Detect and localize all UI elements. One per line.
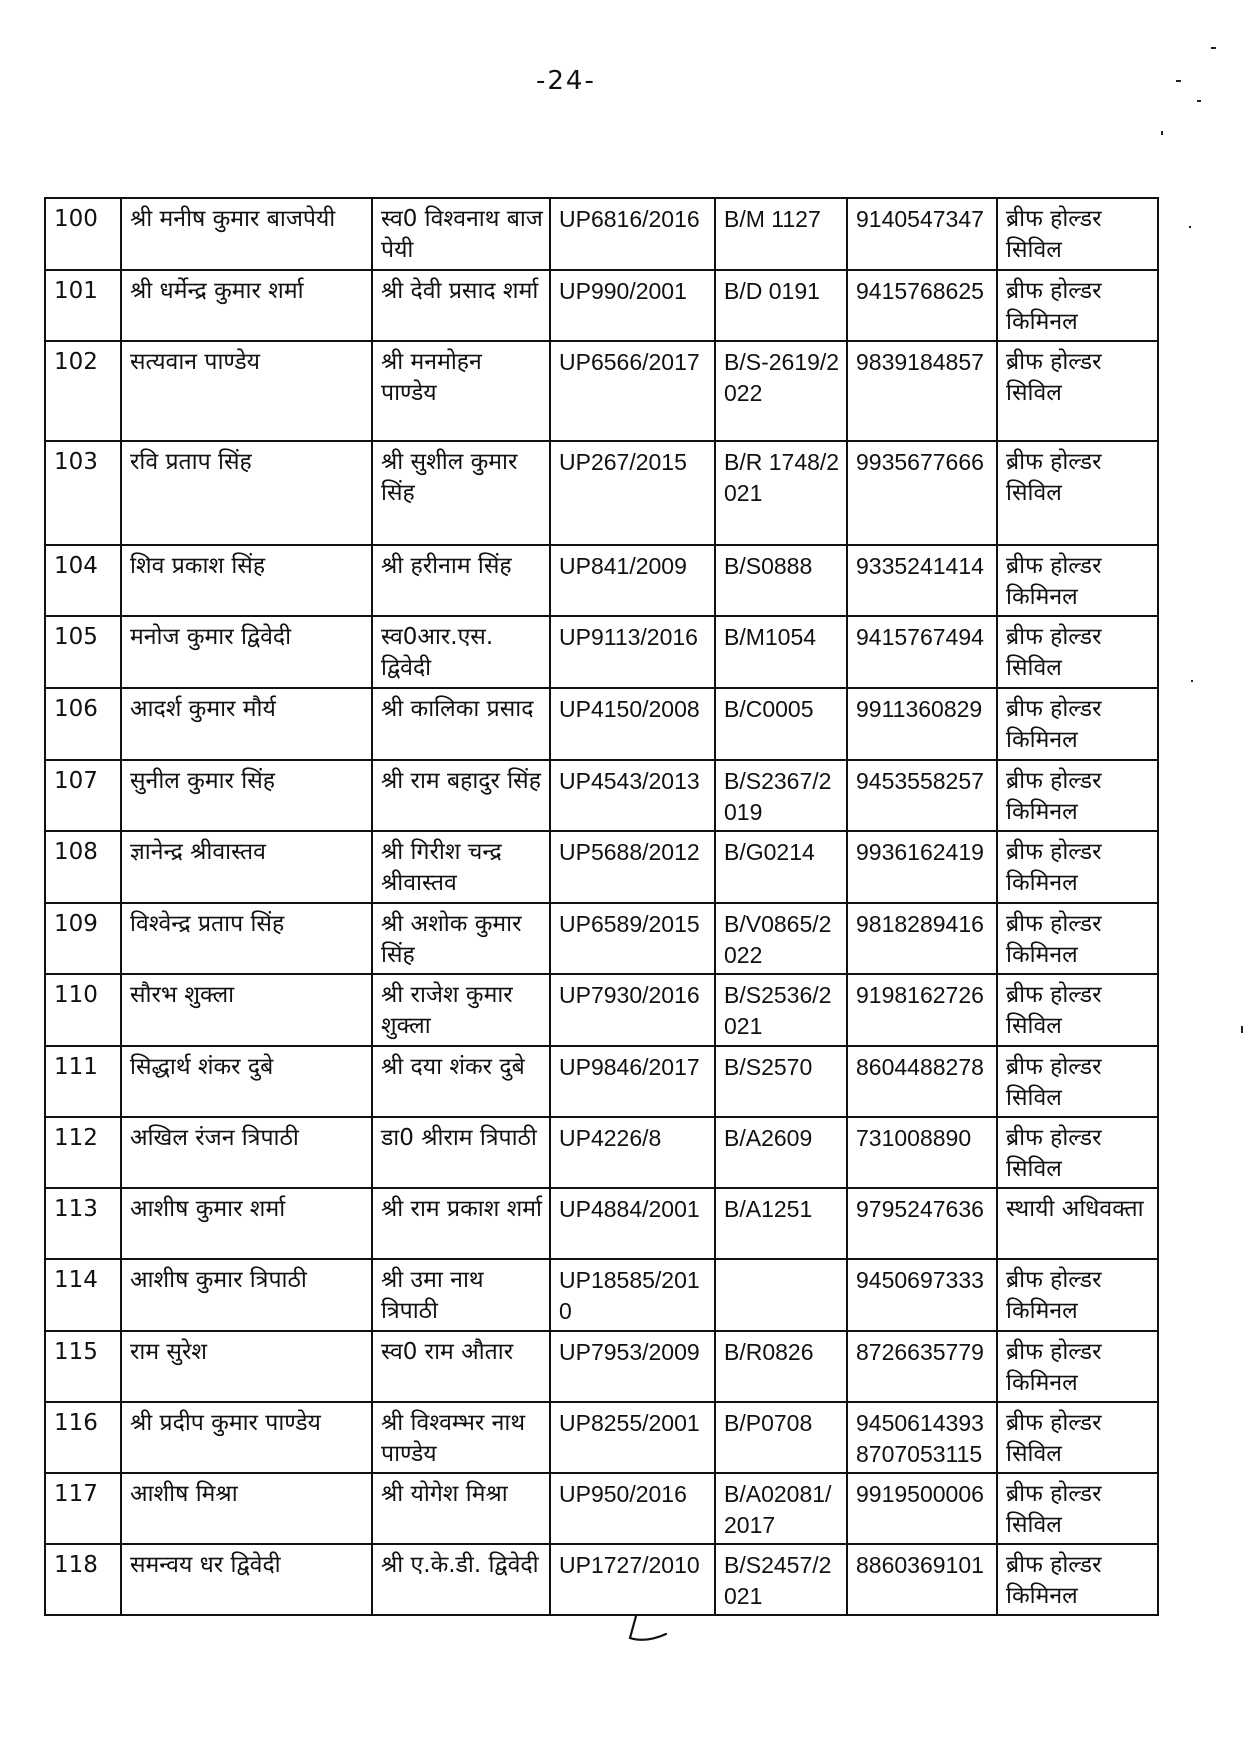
advocate-roster-table (44, 197, 1159, 1616)
father-name-cell: श्री राम बहादुर सिंह (372, 760, 550, 831)
table-row (45, 903, 1158, 974)
phone-number-cell (847, 974, 997, 1046)
table-row (45, 1188, 1158, 1259)
designation-cell: स्थायी अधिवक्ता (997, 1188, 1158, 1259)
enrollment-number-cell: UP6589/2015 (550, 903, 715, 974)
advocate-name-cell: रवि प्रताप सिंह (121, 441, 372, 545)
phone-number: 9935677666 (856, 449, 984, 475)
table-row (45, 1331, 1158, 1402)
registration-number-cell: B/A2609 (715, 1117, 847, 1188)
father-name-cell: श्री योगेश मिश्रा (372, 1473, 550, 1544)
father-name-cell: श्री उमा नाथ त्रिपाठी (372, 1259, 550, 1331)
advocate-name-cell: राम सुरेश (121, 1331, 372, 1402)
father-name-cell: श्री हरीनाम सिंह (372, 545, 550, 616)
designation-cell: ब्रीफ होल्डर किमिनल (997, 760, 1158, 831)
registration-number-cell: B/S2570 (715, 1046, 847, 1117)
phone-number: 8604488278 (856, 1054, 984, 1080)
serial-number-cell: 106 (45, 688, 121, 760)
phone-number: 9335241414 (856, 553, 984, 579)
father-name-cell: श्री विश्वम्भर नाथ पाण्डेय (372, 1402, 550, 1473)
phone-number-cell (847, 831, 997, 903)
serial-number-cell: 105 (45, 616, 121, 688)
father-name-cell: स्व0 राम औतार (372, 1331, 550, 1402)
serial-number-cell: 116 (45, 1402, 121, 1473)
advocate-name-cell: श्री धर्मेन्द्र कुमार शर्मा (121, 270, 372, 341)
phone-number: 9140547347 (856, 206, 984, 232)
enrollment-number-cell: UP7953/2009 (550, 1331, 715, 1402)
enrollment-number-cell: UP9113/2016 (550, 616, 715, 688)
registration-number-cell: B/M 1127 (715, 198, 847, 270)
enrollment-number-cell: UP990/2001 (550, 270, 715, 341)
phone-number-cell (847, 198, 997, 270)
serial-number-cell: 115 (45, 1331, 121, 1402)
advocate-name-cell: शिव प्रकाश सिंह (121, 545, 372, 616)
designation-cell: ब्रीफ होल्डर किमिनल (997, 270, 1158, 341)
phone-number: 8707053115 (856, 1441, 983, 1467)
table-row (45, 1402, 1158, 1473)
phone-number: 9453558257 (856, 768, 984, 794)
enrollment-number-cell: UP7930/2016 (550, 974, 715, 1046)
table-row (45, 1259, 1158, 1331)
table-row (45, 688, 1158, 760)
registration-number-cell: B/R 1748/2021 (715, 441, 847, 545)
registration-number-cell: B/S-2619/2022 (715, 341, 847, 441)
phone-number: 8860369101 (856, 1552, 984, 1578)
phone-number-cell (847, 441, 997, 545)
father-name-cell: श्री कालिका प्रसाद (372, 688, 550, 760)
advocate-name-cell: सिद्धार्थ शंकर दुबे (121, 1046, 372, 1117)
designation-cell: ब्रीफ होल्डर सिविल (997, 616, 1158, 688)
table-row (45, 198, 1158, 270)
enrollment-number-cell: UP18585/2010 (550, 1259, 715, 1331)
advocate-name-cell: आशीष मिश्रा (121, 1473, 372, 1544)
registration-number-cell: B/S2536/2021 (715, 974, 847, 1046)
advocate-name-cell: आदर्श कुमार मौर्य (121, 688, 372, 760)
enrollment-number-cell: UP841/2009 (550, 545, 715, 616)
serial-number-cell: 107 (45, 760, 121, 831)
phone-number: 9911360829 (856, 696, 983, 722)
registration-number-cell: B/S2367/2019 (715, 760, 847, 831)
serial-number-cell: 101 (45, 270, 121, 341)
enrollment-number-cell: UP4884/2001 (550, 1188, 715, 1259)
table-row (45, 270, 1158, 341)
phone-number-cell (847, 1046, 997, 1117)
phone-number-cell (847, 688, 997, 760)
registration-number-cell (715, 1259, 847, 1331)
scan-speck (1241, 1026, 1243, 1033)
table-row (45, 1473, 1158, 1544)
phone-number-cell (847, 1473, 997, 1544)
phone-number-cell (847, 1117, 997, 1188)
phone-number: 9415767494 (856, 624, 984, 650)
phone-number: 9415768625 (856, 278, 984, 304)
phone-number-cell (847, 1188, 997, 1259)
phone-number-cell (847, 616, 997, 688)
table-row (45, 974, 1158, 1046)
registration-number-cell: B/D 0191 (715, 270, 847, 341)
serial-number-cell: 110 (45, 974, 121, 1046)
serial-number-cell: 100 (45, 198, 121, 270)
phone-number: 9919500006 (856, 1481, 984, 1507)
designation-cell: ब्रीफ होल्डर सिविल (997, 441, 1158, 545)
serial-number-cell: 109 (45, 903, 121, 974)
designation-cell: ब्रीफ होल्डर किमिनल (997, 903, 1158, 974)
registration-number-cell: B/R0826 (715, 1331, 847, 1402)
advocate-name-cell: सुनील कुमार सिंह (121, 760, 372, 831)
enrollment-number-cell: UP4150/2008 (550, 688, 715, 760)
phone-number: 731008890 (856, 1125, 972, 1151)
advocate-name-cell: श्री मनीष कुमार बाजपेयी (121, 198, 372, 270)
serial-number-cell: 114 (45, 1259, 121, 1331)
table-row (45, 1046, 1158, 1117)
scan-speck (1189, 226, 1191, 228)
advocate-name-cell: श्री प्रदीप कुमार पाण्डेय (121, 1402, 372, 1473)
phone-number-cell (847, 270, 997, 341)
scan-speck (1211, 47, 1216, 49)
advocate-name-cell: आशीष कुमार त्रिपाठी (121, 1259, 372, 1331)
table-row (45, 1117, 1158, 1188)
handwritten-initial-mark (624, 1612, 674, 1648)
phone-number-cell (847, 1402, 997, 1473)
designation-cell: ब्रीफ होल्डर सिविल (997, 1473, 1158, 1544)
scan-speck (1191, 680, 1193, 682)
advocate-name-cell: समन्वय धर द्विवेदी (121, 1544, 372, 1615)
advocate-name-cell: सौरभ शुक्ला (121, 974, 372, 1046)
phone-number: 8726635779 (856, 1339, 984, 1365)
serial-number-cell: 103 (45, 441, 121, 545)
serial-number-cell: 112 (45, 1117, 121, 1188)
registration-number-cell: B/V0865/2022 (715, 903, 847, 974)
roster-body (45, 198, 1158, 1615)
phone-number-cell (847, 1331, 997, 1402)
designation-cell: ब्रीफ होल्डर सिविल (997, 974, 1158, 1046)
father-name-cell: श्री मनमोहन पाण्डेय (372, 341, 550, 441)
serial-number-cell: 118 (45, 1544, 121, 1615)
phone-number: 9198162726 (856, 982, 984, 1008)
advocate-name-cell: मनोज कुमार द्विवेदी (121, 616, 372, 688)
phone-number: 9450614393 (856, 1410, 984, 1436)
phone-number-cell (847, 760, 997, 831)
enrollment-number-cell: UP8255/2001 (550, 1402, 715, 1473)
enrollment-number-cell: UP9846/2017 (550, 1046, 715, 1117)
phone-number-cell (847, 1259, 997, 1331)
father-name-cell: श्री अशोक कुमार सिंह (372, 903, 550, 974)
serial-number-cell: 117 (45, 1473, 121, 1544)
enrollment-number-cell: UP1727/2010 (550, 1544, 715, 1615)
enrollment-number-cell: UP6566/2017 (550, 341, 715, 441)
table-row (45, 545, 1158, 616)
enrollment-number-cell: UP267/2015 (550, 441, 715, 545)
enrollment-number-cell: UP950/2016 (550, 1473, 715, 1544)
father-name-cell: श्री ए.के.डी. द्विवेदी (372, 1544, 550, 1615)
designation-cell: ब्रीफ होल्डर सिविल (997, 1117, 1158, 1188)
designation-cell: ब्रीफ होल्डर किमिनल (997, 1259, 1158, 1331)
registration-number-cell: B/A1251 (715, 1188, 847, 1259)
phone-number-cell (847, 341, 997, 441)
registration-number-cell: B/P0708 (715, 1402, 847, 1473)
father-name-cell: श्री राम प्रकाश शर्मा (372, 1188, 550, 1259)
father-name-cell: स्व0आर.एस. द्विवेदी (372, 616, 550, 688)
designation-cell: ब्रीफ होल्डर किमिनल (997, 1544, 1158, 1615)
registration-number-cell: B/G0214 (715, 831, 847, 903)
phone-number: 9839184857 (856, 349, 984, 375)
phone-number-cell (847, 545, 997, 616)
designation-cell: ब्रीफ होल्डर किमिनल (997, 545, 1158, 616)
phone-number: 9818289416 (856, 911, 984, 937)
designation-cell: ब्रीफ होल्डर सिविल (997, 198, 1158, 270)
enrollment-number-cell: UP4543/2013 (550, 760, 715, 831)
table-row (45, 441, 1158, 545)
table-row (45, 760, 1158, 831)
serial-number-cell: 108 (45, 831, 121, 903)
serial-number-cell: 104 (45, 545, 121, 616)
table-row (45, 341, 1158, 441)
father-name-cell: श्री दया शंकर दुबे (372, 1046, 550, 1117)
scan-speck (1197, 100, 1201, 102)
enrollment-number-cell: UP6816/2016 (550, 198, 715, 270)
registration-number-cell: B/M1054 (715, 616, 847, 688)
father-name-cell: डा0 श्रीराम त्रिपाठी (372, 1117, 550, 1188)
advocate-name-cell: विश्वेन्द्र प्रताप सिंह (121, 903, 372, 974)
phone-number: 9795247636 (856, 1196, 984, 1222)
registration-number-cell: B/S0888 (715, 545, 847, 616)
designation-cell: ब्रीफ होल्डर किमिनल (997, 688, 1158, 760)
father-name-cell: श्री गिरीश चन्द्र श्रीवास्तव (372, 831, 550, 903)
scan-speck (1161, 131, 1163, 135)
advocate-name-cell: ज्ञानेन्द्र श्रीवास्तव (121, 831, 372, 903)
designation-cell: ब्रीफ होल्डर सिविल (997, 1402, 1158, 1473)
enrollment-number-cell: UP5688/2012 (550, 831, 715, 903)
page-number: -24- (536, 66, 596, 96)
table-row (45, 831, 1158, 903)
registration-number-cell: B/C0005 (715, 688, 847, 760)
advocate-name-cell: सत्यवान पाण्डेय (121, 341, 372, 441)
serial-number-cell: 111 (45, 1046, 121, 1117)
designation-cell: ब्रीफ होल्डर सिविल (997, 341, 1158, 441)
phone-number-cell (847, 903, 997, 974)
father-name-cell: स्व0 विश्वनाथ बाजपेयी (372, 198, 550, 270)
father-name-cell: श्री राजेश कुमार शुक्ला (372, 974, 550, 1046)
designation-cell: ब्रीफ होल्डर सिविल (997, 1046, 1158, 1117)
father-name-cell: श्री देवी प्रसाद शर्मा (372, 270, 550, 341)
father-name-cell: श्री सुशील कुमार सिंह (372, 441, 550, 545)
phone-number: 9450697333 (856, 1267, 984, 1293)
table-row (45, 616, 1158, 688)
registration-number-cell: B/S2457/2021 (715, 1544, 847, 1615)
registration-number-cell: B/A02081/2017 (715, 1473, 847, 1544)
table-row (45, 1544, 1158, 1615)
enrollment-number-cell: UP4226/8 (550, 1117, 715, 1188)
scan-speck (1176, 80, 1181, 82)
serial-number-cell: 102 (45, 341, 121, 441)
phone-number: 9936162419 (856, 839, 984, 865)
designation-cell: ब्रीफ होल्डर किमिनल (997, 1331, 1158, 1402)
phone-number-cell (847, 1544, 997, 1615)
serial-number-cell: 113 (45, 1188, 121, 1259)
advocate-name-cell: आशीष कुमार शर्मा (121, 1188, 372, 1259)
advocate-name-cell: अखिल रंजन त्रिपाठी (121, 1117, 372, 1188)
designation-cell: ब्रीफ होल्डर किमिनल (997, 831, 1158, 903)
